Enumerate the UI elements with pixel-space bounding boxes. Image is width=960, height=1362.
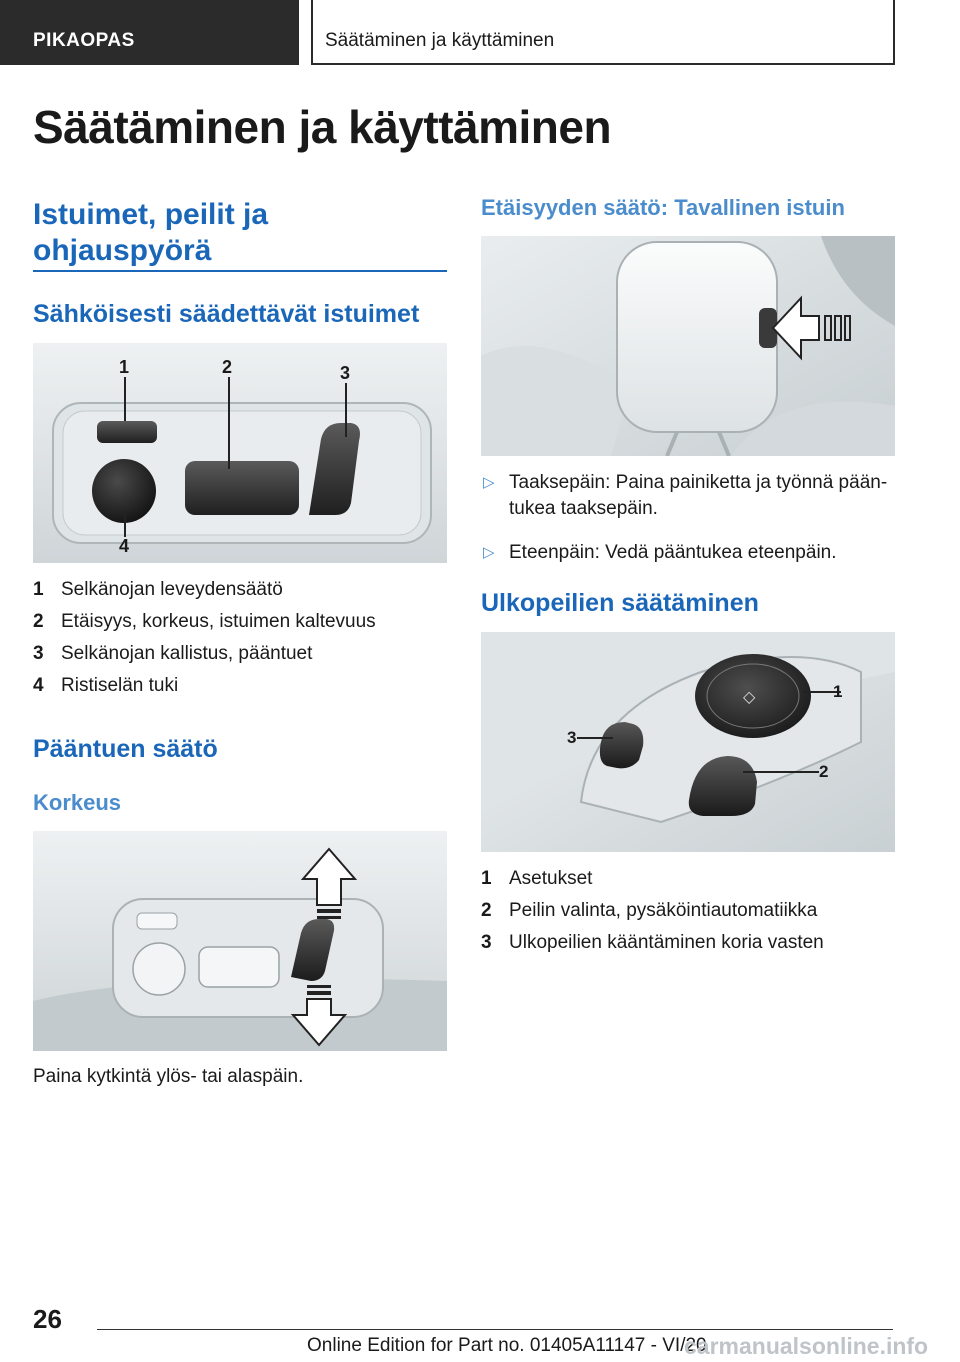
page-title: Säätäminen ja käyttäminen xyxy=(33,101,612,153)
distance-instructions xyxy=(481,470,895,584)
callout-3: 3 xyxy=(567,728,577,747)
triangle-icon: ▷ xyxy=(483,474,495,491)
headrest-title: Pääntuen säätö xyxy=(33,735,218,763)
headrest-distance-image xyxy=(481,236,895,456)
section-rule xyxy=(33,270,447,272)
mirror-controls-image xyxy=(481,632,895,852)
header-section xyxy=(311,0,895,65)
mirrors-title: Ulkopeilien säätäminen xyxy=(481,589,759,617)
svg-text:◇: ◇ xyxy=(743,687,756,706)
callout-1: 1 xyxy=(833,682,843,701)
power-seats-title: Sähköisesti säädettävät istuimet xyxy=(33,300,420,328)
callout-3: 3 xyxy=(340,363,351,383)
seat-controls-image xyxy=(33,343,447,563)
header-tab xyxy=(0,0,299,65)
watermark: carmanualsonline.info xyxy=(684,1333,929,1359)
list-item: ▷ Taaksepäin: Paina painiketta ja työnnä pääntukea taaksepäin. xyxy=(483,472,888,519)
header-section-label: Säätäminen ja käyttäminen xyxy=(325,30,555,51)
footer-rule xyxy=(97,1329,893,1330)
headrest-subtitle: Korkeus xyxy=(33,790,122,815)
callout-2: 2 xyxy=(222,357,233,377)
footer-edition: Online Edition for Part no. 01405A11147 - VI/20 xyxy=(307,1335,707,1356)
callout-4: 4 xyxy=(119,536,130,556)
header-tab-label: PIKAOPAS xyxy=(33,30,135,51)
headrest-switch-image xyxy=(33,831,447,1051)
section-title: Istuimet, peilit ja ohjauspyörä xyxy=(33,198,269,267)
distance-title: Etäisyyden säätö: Tavallinen istuin xyxy=(481,195,845,220)
list-item: ▷ Eteenpäin: Vedä pääntukea eteenpäin. xyxy=(481,540,895,566)
callout-1: 1 xyxy=(119,357,130,377)
callout-2: 2 xyxy=(819,762,829,781)
headrest-caption: Paina kytkintä ylös- tai alaspäin. xyxy=(33,1066,304,1087)
page-number: 26 xyxy=(33,1304,62,1334)
triangle-icon: ▷ xyxy=(483,544,495,561)
